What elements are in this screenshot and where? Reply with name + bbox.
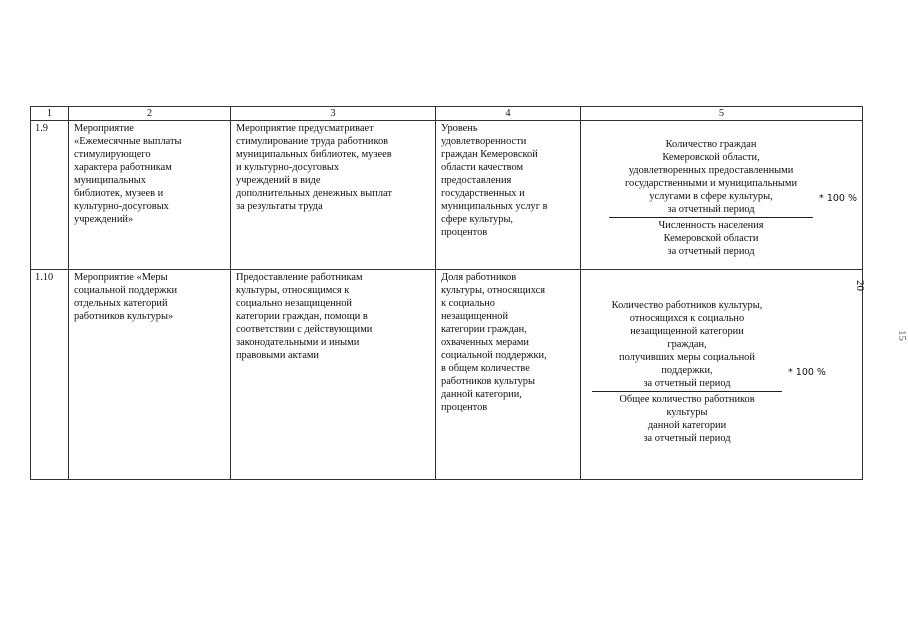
indicator-line: области качеством <box>441 162 524 173</box>
indicator-line: Доля работников <box>441 272 517 283</box>
event-line: «Ежемесячные выплаты <box>74 136 182 147</box>
event-line: учреждений» <box>74 214 134 225</box>
numerator-line: за отчетный период <box>667 204 755 215</box>
indicator-line: удовлетворенности <box>441 136 527 147</box>
column-header-4: 4 <box>436 107 581 121</box>
indicator-line: данной категории, <box>441 389 522 400</box>
column-header-3: 3 <box>231 107 436 121</box>
formula-numerator <box>609 138 813 216</box>
indicator-line: работников культуры <box>441 376 535 387</box>
event-line: муниципальных <box>74 175 146 186</box>
numerator-line: за отчетный период <box>643 378 731 389</box>
description-line: учреждений в виде <box>236 175 321 186</box>
denominator-line: Численность населения <box>658 220 764 231</box>
fraction-bar <box>609 217 813 218</box>
description-line: правовыми актами <box>236 350 319 361</box>
table-row <box>31 121 863 270</box>
multiplier: * 100 % <box>788 366 826 378</box>
indicator-line: охваченных мерами <box>441 337 529 348</box>
description-line: и культурно-досуговых <box>236 162 340 173</box>
event-line: культурно-досуговых <box>74 201 169 212</box>
denominator-line: за отчетный период <box>667 246 755 257</box>
row-number: 1.10 <box>31 270 69 480</box>
indicator-line: социальной поддержки, <box>441 350 547 361</box>
event-cell <box>69 121 231 270</box>
row-number: 1.9 <box>31 121 69 270</box>
denominator-line: данной категории <box>647 420 727 431</box>
margin-mark: 15 <box>896 330 908 341</box>
numerator-line: Количество граждан <box>665 139 757 150</box>
denominator-line: за отчетный период <box>643 433 731 444</box>
description-line: социально незащищенной <box>236 298 352 309</box>
column-header-5: 5 <box>581 107 863 121</box>
page-number: 20 <box>854 280 866 291</box>
formula-cell <box>581 121 863 270</box>
event-line: характера работникам <box>74 162 172 173</box>
indicator-line: процентов <box>441 227 488 238</box>
description-line: категории граждан, помощи в <box>236 311 368 322</box>
table-row <box>31 270 863 480</box>
indicator-line: к социально <box>441 298 495 309</box>
fraction-bar <box>592 391 782 392</box>
indicator-line: категории граждан, <box>441 324 527 335</box>
event-line: Мероприятие «Меры <box>74 272 168 283</box>
fraction <box>609 138 813 258</box>
description-line: дополнительных денежных выплат <box>236 188 392 199</box>
event-line: стимулирующего <box>74 149 151 160</box>
numerator-line: поддержки, <box>661 365 713 376</box>
formula-denominator <box>609 219 813 258</box>
indicator-line: муниципальных услуг в <box>441 201 548 212</box>
numerator-line: незащищенной категории <box>630 326 744 337</box>
indicator-line: незащищенной <box>441 311 509 322</box>
description-line: Предоставление работникам <box>236 272 363 283</box>
numerator-line: получивших меры социальной <box>619 352 755 363</box>
description-cell <box>231 121 436 270</box>
formula <box>586 122 857 258</box>
indicator-line: граждан Кемеровской <box>441 149 538 160</box>
indicator-cell <box>436 270 581 480</box>
denominator-line: Кемеровской области <box>663 233 759 244</box>
column-header-1: 1 <box>31 107 69 121</box>
numerator-line: услугами в сфере культуры, <box>649 191 773 202</box>
multiplier: * 100 % <box>819 192 857 204</box>
indicators-table <box>30 106 863 480</box>
numerator-line: относящихся к социально <box>629 313 745 324</box>
indicator-line: Уровень <box>441 123 478 134</box>
description-line: за результаты труда <box>236 201 323 212</box>
formula <box>586 271 857 445</box>
description-cell <box>231 270 436 480</box>
description-line: муниципальных библиотек, музеев <box>236 149 392 160</box>
formula-numerator <box>592 299 782 390</box>
indicator-line: предоставления <box>441 175 512 186</box>
indicator-cell <box>436 121 581 270</box>
description-line: стимулирование труда работников <box>236 136 389 147</box>
column-header-2: 2 <box>69 107 231 121</box>
indicator-line: процентов <box>441 402 488 413</box>
formula-denominator <box>592 393 782 445</box>
numerator-line: Кемеровской области, <box>662 152 760 163</box>
description-line: соответствии с действующими <box>236 324 373 335</box>
indicator-line: сфере культуры, <box>441 214 514 225</box>
indicator-line: в общем количестве <box>441 363 530 374</box>
denominator-line: Общее количество работников <box>619 394 755 405</box>
event-line: Мероприятие <box>74 123 134 134</box>
formula-cell <box>581 270 863 480</box>
denominator-line: культуры <box>666 407 708 418</box>
numerator-line: государственными и муниципальными <box>624 178 798 189</box>
indicator-line: государственных и <box>441 188 525 199</box>
header-row <box>31 107 863 121</box>
event-cell <box>69 270 231 480</box>
description-line: Мероприятие предусматривает <box>236 123 374 134</box>
numerator-line: Количество работников культуры, <box>611 300 763 311</box>
numerator-line: граждан, <box>667 339 707 350</box>
indicator-line: культуры, относящихся <box>441 285 545 296</box>
description-line: законодательными и иными <box>236 337 360 348</box>
event-line: отдельных категорий <box>74 298 168 309</box>
description-line: культуры, относящимся к <box>236 285 350 296</box>
fraction <box>592 299 782 445</box>
numerator-line: удовлетворенных предоставленными <box>628 165 794 176</box>
event-line: социальной поддержки <box>74 285 178 296</box>
event-line: библиотек, музеев и <box>74 188 164 199</box>
event-line: работников культуры» <box>74 311 174 322</box>
